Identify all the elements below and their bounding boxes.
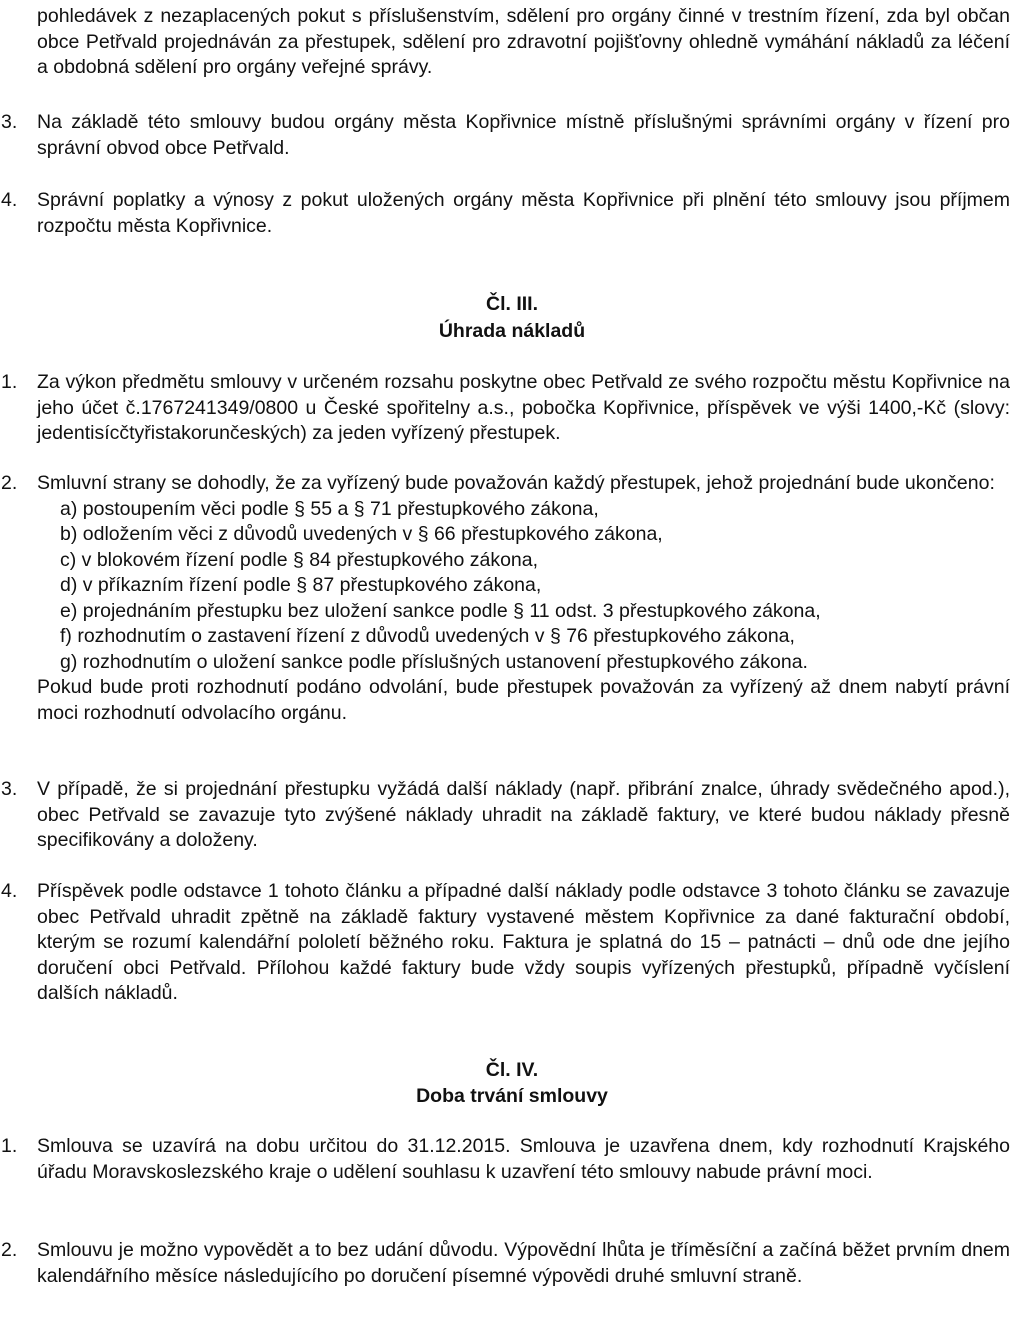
- item-number: 3.: [1, 778, 18, 800]
- appeal-note: Pokud bude proti rozhodnutí podáno odvolání, bude přestupek považován za vyřízený až dnem nabytí právní moci rozhodnutí odvolacího orgánu.: [37, 676, 1010, 724]
- item-text: Smlouva se uzavírá na dobu určitou do 31.12.2015. Smlouva je uzavřena dnem, kdy rozhodnutí Krajského úřadu Moravskoslezského kraje o udělení souhlasu k uzavření této smlouvy nabude právní moci.: [37, 1135, 1010, 1183]
- item-number: 4.: [1, 880, 18, 902]
- item-text: Příspěvek podle odstavce 1 tohoto článku a případné další náklady podle odstavce 3 tohoto článku se zavazuje obec Petřvald uhradit zpětně na základě faktury vystavené městem Kopřivnice za dané fakturační období, kterým se rozumí kalendářní pololetí běžného roku. Faktura je splatná do 15 – patnácti – dnů ode dne jejího doručení obci Petřvald. Přílohou každé faktury bude vždy soupis vyřízených přestupků, případně vyčíslení dalších nákladů.: [37, 880, 1010, 1004]
- article3-item-2: [0, 471, 1024, 726]
- subitem-list: [0, 497, 1024, 676]
- article3-number: Čl. III.: [485, 293, 538, 315]
- list-item: c) v blokovém řízení podle § 84 přestupkového zákona,: [60, 548, 539, 571]
- item-text: Na základě této smlouvy budou orgány města Kopřivnice místně příslušnými správními orgány v řízení pro správní obvod obce Petřvald.: [37, 111, 1010, 159]
- article4-item-1: [0, 1134, 1024, 1185]
- item-number: 1.: [1, 1135, 18, 1157]
- item-number: 2.: [1, 472, 18, 494]
- item-text: Za výkon předmětu smlouvy v určeném rozsahu poskytne obec Petřvald ze svého rozpočtu městu Kopřivnice na jeho účet č.1767241349/0800 u České spořitelny a.s., pobočka Kopřivnice, příspěvek ve výši 1400,-Kč (slovy: jedentisícčtyřistakorunčeských) za jeden vyřízený přestupek.: [37, 371, 1010, 444]
- intro-paragraph: [0, 4, 1024, 81]
- list-item: a) postoupením věci podle § 55 a § 71 přestupkového zákona,: [60, 497, 599, 520]
- list-item: e) projednáním přestupku bez uložení sankce podle § 11 odst. 3 přestupkového zákona,: [60, 599, 821, 622]
- item-number: 2.: [1, 1239, 18, 1261]
- article4-item-2: [0, 1238, 1024, 1289]
- article2-item-4: [0, 188, 1024, 239]
- article3-title: Úhrada nákladů: [438, 320, 586, 342]
- item-text: V případě, že si projednání přestupku vyžádá další náklady (např. přibrání znalce, úhrady svědečného apod.), obec Petřvald se zavazuje tyto zvýšené náklady uhradit na základě faktury, ve které budou náklady přesně specifikovány a doloženy.: [37, 778, 1010, 851]
- article3-item-4: [0, 879, 1024, 1007]
- article2-item-3: [0, 110, 1024, 161]
- list-item: f) rozhodnutím o zastavení řízení z důvodů uvedených v § 76 přestupkového zákona,: [60, 625, 795, 647]
- article3-item-3: [0, 777, 1024, 854]
- item-number: 4.: [1, 189, 18, 211]
- list-item: g) rozhodnutím o uložení sankce podle příslušných ustanovení přestupkového zákona.: [60, 650, 808, 673]
- list-item: b) odložením věci z důvodů uvedených v § 66 přestupkového zákona,: [60, 523, 663, 545]
- list-item: d) v příkazním řízení podle § 87 přestupkového zákona,: [60, 574, 542, 596]
- article4-number: Čl. IV.: [485, 1059, 539, 1081]
- item-text: Smlouvu je možno vypovědět a to bez udání důvodu. Výpovědní lhůta je tříměsíční a začíná běžet prvním dnem kalendářního měsíce následujícího po doručení písemné výpovědi druhé smluvní straně.: [37, 1239, 1010, 1287]
- item-text: Smluvní strany se dohodly, že za vyřízený bude považován každý přestupek, jehož projednání bude ukončeno:: [37, 472, 995, 494]
- item-number: 3.: [1, 111, 18, 133]
- item-number: 1.: [1, 371, 18, 393]
- article3-item-1: [0, 370, 1024, 447]
- intro-text: pohledávek z nezaplacených pokut s příslušenstvím, sdělení pro orgány činné v trestním řízení, zda byl občan obce Petřvald projednáván za přestupek, sdělení pro zdravotní pojišťovny ohledně vymáhání nákladů za léčení a obdobná sdělení pro orgány veřejné správy.: [37, 5, 1010, 78]
- item-text: Správní poplatky a výnosy z pokut uložených orgány města Kopřivnice při plnění této smlouvy jsou příjmem rozpočtu města Kopřivnice.: [37, 189, 1010, 237]
- article4-title: Doba trvání smlouvy: [416, 1085, 608, 1107]
